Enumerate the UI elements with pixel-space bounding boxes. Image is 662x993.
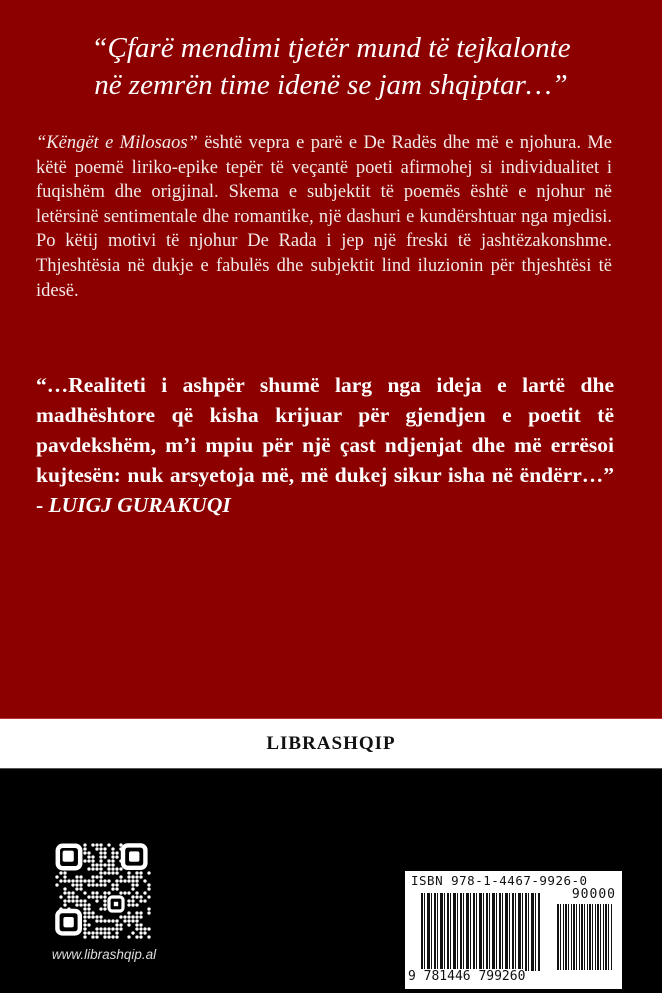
qr-module xyxy=(95,867,98,870)
qr-module xyxy=(87,931,90,934)
qr-module xyxy=(63,879,66,882)
qr-module xyxy=(59,895,62,898)
qr-module xyxy=(139,927,142,930)
qr-module xyxy=(107,935,110,938)
qr-module xyxy=(139,895,142,898)
qr-module xyxy=(139,923,142,926)
qr-module xyxy=(75,903,78,906)
qr-module xyxy=(107,863,110,866)
qr-module xyxy=(71,891,74,894)
top-quote-line-1: “Çfarë mendimi tjetër mund të tejkalonte xyxy=(91,32,571,64)
qr-module xyxy=(63,875,66,878)
qr-module xyxy=(111,935,114,938)
qr-module xyxy=(127,871,130,874)
qr-module xyxy=(87,911,90,914)
qr-module xyxy=(83,903,86,906)
qr-module xyxy=(103,907,106,910)
qr-module xyxy=(75,887,78,890)
qr-module xyxy=(63,903,66,906)
qr-module xyxy=(119,879,122,882)
qr-module xyxy=(67,899,70,902)
qr-module xyxy=(119,875,122,878)
qr-module xyxy=(87,867,90,870)
qr-module xyxy=(107,871,110,874)
qr-module xyxy=(75,883,78,886)
qr-module xyxy=(87,923,90,926)
qr-module xyxy=(147,871,150,874)
top-quote xyxy=(0,30,662,104)
qr-module xyxy=(71,895,74,898)
qr-module xyxy=(147,935,150,938)
qr-module xyxy=(111,855,114,858)
qr-module xyxy=(79,899,82,902)
qr-module xyxy=(91,911,94,914)
qr-module xyxy=(75,875,78,878)
qr-module xyxy=(135,911,138,914)
qr-module xyxy=(139,911,142,914)
qr-module xyxy=(135,903,138,906)
qr-module xyxy=(91,931,94,934)
qr-module xyxy=(67,895,70,898)
qr-module xyxy=(83,911,86,914)
qr-module xyxy=(119,867,122,870)
qr-module xyxy=(99,915,102,918)
qr-module xyxy=(131,931,134,934)
qr-module xyxy=(67,879,70,882)
qr-module xyxy=(123,915,126,918)
qr-module xyxy=(59,871,62,874)
qr-module xyxy=(95,895,98,898)
qr-module xyxy=(91,895,94,898)
qr-module xyxy=(99,859,102,862)
qr-module xyxy=(99,927,102,930)
qr-module xyxy=(135,927,138,930)
qr-module xyxy=(115,855,118,858)
qr-module xyxy=(103,935,106,938)
qr-module xyxy=(99,931,102,934)
qr-module xyxy=(123,891,126,894)
qr-module xyxy=(79,875,82,878)
qr-module xyxy=(79,887,82,890)
qr-module xyxy=(75,899,78,902)
qr-module xyxy=(87,859,90,862)
qr-module xyxy=(83,915,86,918)
qr-module xyxy=(87,883,90,886)
qr-module xyxy=(135,919,138,922)
qr-module xyxy=(115,919,118,922)
qr-module xyxy=(95,927,98,930)
qr-module xyxy=(111,847,114,850)
qr-module xyxy=(95,915,98,918)
ean-number: 9 781446 799260 xyxy=(408,969,526,984)
qr-module xyxy=(95,931,98,934)
qr-module xyxy=(95,891,98,894)
qr-module xyxy=(111,919,114,922)
qr-module xyxy=(119,847,122,850)
qr-module xyxy=(127,915,130,918)
qr-module xyxy=(131,875,134,878)
qr-module xyxy=(107,931,110,934)
qr-module xyxy=(91,875,94,878)
qr-module xyxy=(83,919,86,922)
qr-module xyxy=(75,895,78,898)
qr-module xyxy=(143,879,146,882)
qr-module xyxy=(79,883,82,886)
qr-module xyxy=(83,923,86,926)
qr-module xyxy=(131,919,134,922)
qr-module xyxy=(99,871,102,874)
description-text: është vepra e parë e De Radës dhe më e njohura. Me këtë poemë liriko-epike tepër të veçantë poeti afirmohej si individualitet i fuqishëm dhe origjinal. Skema e subjektit të poemës është e njohur në letërsinë sentimentale dhe romantike, një dashuri e kundërshtuar nga mjedisi. Po këtij motivi të njohur De Rada i jep një freski të jashtëzakonshme. Thjeshtësia në dukje e fabulës dhe subjektit lind iluzionin për thjeshtësi të idesë. xyxy=(36,133,612,301)
qr-module xyxy=(123,919,126,922)
qr-module xyxy=(63,891,66,894)
qr-module xyxy=(111,867,114,870)
qr-module xyxy=(103,927,106,930)
qr-module xyxy=(131,895,134,898)
price-code: 90000 xyxy=(571,887,616,902)
qr-module xyxy=(103,879,106,882)
qr-module xyxy=(91,883,94,886)
qr-module xyxy=(91,915,94,918)
qr-module xyxy=(99,875,102,878)
qr-module xyxy=(87,879,90,882)
qr-module xyxy=(135,923,138,926)
qr-module xyxy=(83,891,86,894)
qr-module xyxy=(83,847,86,850)
qr-module xyxy=(103,855,106,858)
qr-module xyxy=(63,899,66,902)
qr-module xyxy=(87,915,90,918)
qr-module xyxy=(71,899,74,902)
qr-module xyxy=(127,899,130,902)
qr-module xyxy=(139,931,142,934)
qr-module xyxy=(147,907,150,910)
qr-module xyxy=(135,879,138,882)
qr-module xyxy=(135,935,138,938)
qr-module xyxy=(99,863,102,866)
qr-module xyxy=(115,867,118,870)
qr-module xyxy=(87,851,90,854)
qr-module xyxy=(115,883,118,886)
qr-module xyxy=(99,895,102,898)
qr-module xyxy=(119,915,122,918)
qr-module xyxy=(59,907,62,910)
qr-module xyxy=(87,907,90,910)
qr-module xyxy=(103,851,106,854)
qr-module xyxy=(115,851,118,854)
qr-module xyxy=(103,931,106,934)
qr-module xyxy=(147,887,150,890)
qr-module xyxy=(143,891,146,894)
qr-module xyxy=(143,927,146,930)
qr-module xyxy=(135,875,138,878)
qr-module xyxy=(115,927,118,930)
qr-module xyxy=(103,883,106,886)
qr-module xyxy=(143,931,146,934)
isbn-label: ISBN 978-1-4467-9926-0 xyxy=(411,873,588,888)
qr-module xyxy=(63,871,66,874)
qr-module xyxy=(131,879,134,882)
qr-module xyxy=(79,903,82,906)
qr-module xyxy=(139,871,142,874)
qr-module xyxy=(115,879,118,882)
qr-module xyxy=(131,887,134,890)
qr-module xyxy=(71,879,74,882)
qr-module xyxy=(67,891,70,894)
qr-module xyxy=(87,903,90,906)
qr-module xyxy=(115,931,118,934)
qr-module xyxy=(139,935,142,938)
qr-module xyxy=(127,911,130,914)
qr-module xyxy=(147,883,150,886)
qr-module xyxy=(83,879,86,882)
qr-module xyxy=(79,879,82,882)
qr-module xyxy=(95,863,98,866)
qr-module xyxy=(91,859,94,862)
qr-module xyxy=(91,879,94,882)
qr-module xyxy=(131,899,134,902)
qr-module xyxy=(139,875,142,878)
qr-module xyxy=(115,935,118,938)
qr-module xyxy=(91,891,94,894)
qr-module xyxy=(119,859,122,862)
qr-module xyxy=(127,919,130,922)
qr-module xyxy=(99,855,102,858)
qr-module xyxy=(99,847,102,850)
qr-module xyxy=(111,927,114,930)
qr-module xyxy=(135,915,138,918)
qr-module xyxy=(103,871,106,874)
qr-module xyxy=(83,907,86,910)
qr-module xyxy=(131,903,134,906)
qr-module xyxy=(131,883,134,886)
qr-module xyxy=(83,843,86,846)
qr-module xyxy=(115,871,118,874)
qr-module xyxy=(143,899,146,902)
qr-module xyxy=(147,911,150,914)
qr-module xyxy=(75,879,78,882)
qr-module xyxy=(111,851,114,854)
qr-module xyxy=(111,887,114,890)
qr-module xyxy=(107,891,110,894)
qr-module xyxy=(87,895,90,898)
qr-module xyxy=(91,843,94,846)
qr-module xyxy=(55,883,58,886)
quote-author: LUIGJ GURAKUQI xyxy=(48,493,231,517)
qr-code xyxy=(55,843,151,939)
second-quote xyxy=(36,370,614,520)
website-link[interactable]: www.librashqip.al xyxy=(51,947,157,962)
qr-module xyxy=(83,927,86,930)
qr-module xyxy=(99,919,102,922)
barcode-bars xyxy=(421,893,541,971)
qr-module xyxy=(99,843,102,846)
qr-module xyxy=(107,927,110,930)
qr-module xyxy=(83,899,86,902)
qr-module xyxy=(83,851,86,854)
top-quote-line-2: në zemrën time idenë se jam shqiptar…” xyxy=(94,69,568,101)
qr-module xyxy=(135,895,138,898)
qr-module xyxy=(99,867,102,870)
qr-module xyxy=(95,899,98,902)
publisher-logo: LIBRASHQIP xyxy=(266,733,396,754)
qr-module xyxy=(107,879,110,882)
qr-module xyxy=(127,903,130,906)
qr-module xyxy=(99,851,102,854)
qr-module xyxy=(83,931,86,934)
qr-module xyxy=(111,863,114,866)
second-quote-text: “…Realiteti i ashpër shumë larg nga ideja e lartë dhe madhështore që kisha krijuar për gjendjen e poetit të pavdekshëm, m’i mpiu për një çast ndjenjat dhe më errësoi kujtesën: nuk arsyetoja më, më dukej sikur isha në ëndërr…” - xyxy=(36,373,614,517)
qr-module xyxy=(83,935,86,938)
qr-module xyxy=(91,935,94,938)
qr-module xyxy=(127,875,130,878)
qr-module xyxy=(103,891,106,894)
qr-module xyxy=(91,863,94,866)
qr-module xyxy=(83,859,86,862)
qr-module xyxy=(107,867,110,870)
qr-module xyxy=(115,887,118,890)
qr-module xyxy=(123,879,126,882)
qr-module xyxy=(111,883,114,886)
qr-module xyxy=(59,879,62,882)
qr-module xyxy=(107,843,110,846)
qr-module xyxy=(55,875,58,878)
qr-module xyxy=(103,899,106,902)
qr-module xyxy=(139,915,142,918)
qr-module xyxy=(71,883,74,886)
description xyxy=(36,131,612,303)
qr-module xyxy=(135,883,138,886)
qr-module xyxy=(103,903,106,906)
qr-module xyxy=(127,879,130,882)
qr-module xyxy=(119,891,122,894)
qr-module xyxy=(95,919,98,922)
qr-module xyxy=(139,899,142,902)
isbn-barcode xyxy=(405,871,622,989)
qr-module xyxy=(107,919,110,922)
qr-module xyxy=(119,923,122,926)
qr-module xyxy=(127,891,130,894)
book-title: “Këngët e Milosaos” xyxy=(36,133,198,153)
qr-module xyxy=(99,879,102,882)
qr-module xyxy=(95,843,98,846)
qr-module xyxy=(131,915,134,918)
qr-module xyxy=(103,895,106,898)
qr-module xyxy=(95,883,98,886)
qr-module xyxy=(135,891,138,894)
qr-module xyxy=(127,923,130,926)
qr-module xyxy=(63,887,66,890)
qr-module xyxy=(99,883,102,886)
qr-module xyxy=(115,923,118,926)
qr-module xyxy=(103,919,106,922)
qr-module xyxy=(91,855,94,858)
qr-module xyxy=(95,875,98,878)
qr-module xyxy=(127,935,130,938)
qr-module xyxy=(99,907,102,910)
qr-module xyxy=(119,843,122,846)
qr-module xyxy=(91,867,94,870)
qr-module xyxy=(95,847,98,850)
qr-module xyxy=(67,907,70,910)
qr-module xyxy=(147,927,150,930)
qr-module xyxy=(95,935,98,938)
qr-module xyxy=(103,847,106,850)
qr-module xyxy=(135,871,138,874)
qr-module xyxy=(119,927,122,930)
qr-module xyxy=(111,859,114,862)
qr-module xyxy=(147,895,150,898)
qr-module xyxy=(103,863,106,866)
qr-module xyxy=(111,871,114,874)
addon-bars xyxy=(557,904,613,970)
qr-module xyxy=(87,855,90,858)
qr-module xyxy=(107,859,110,862)
